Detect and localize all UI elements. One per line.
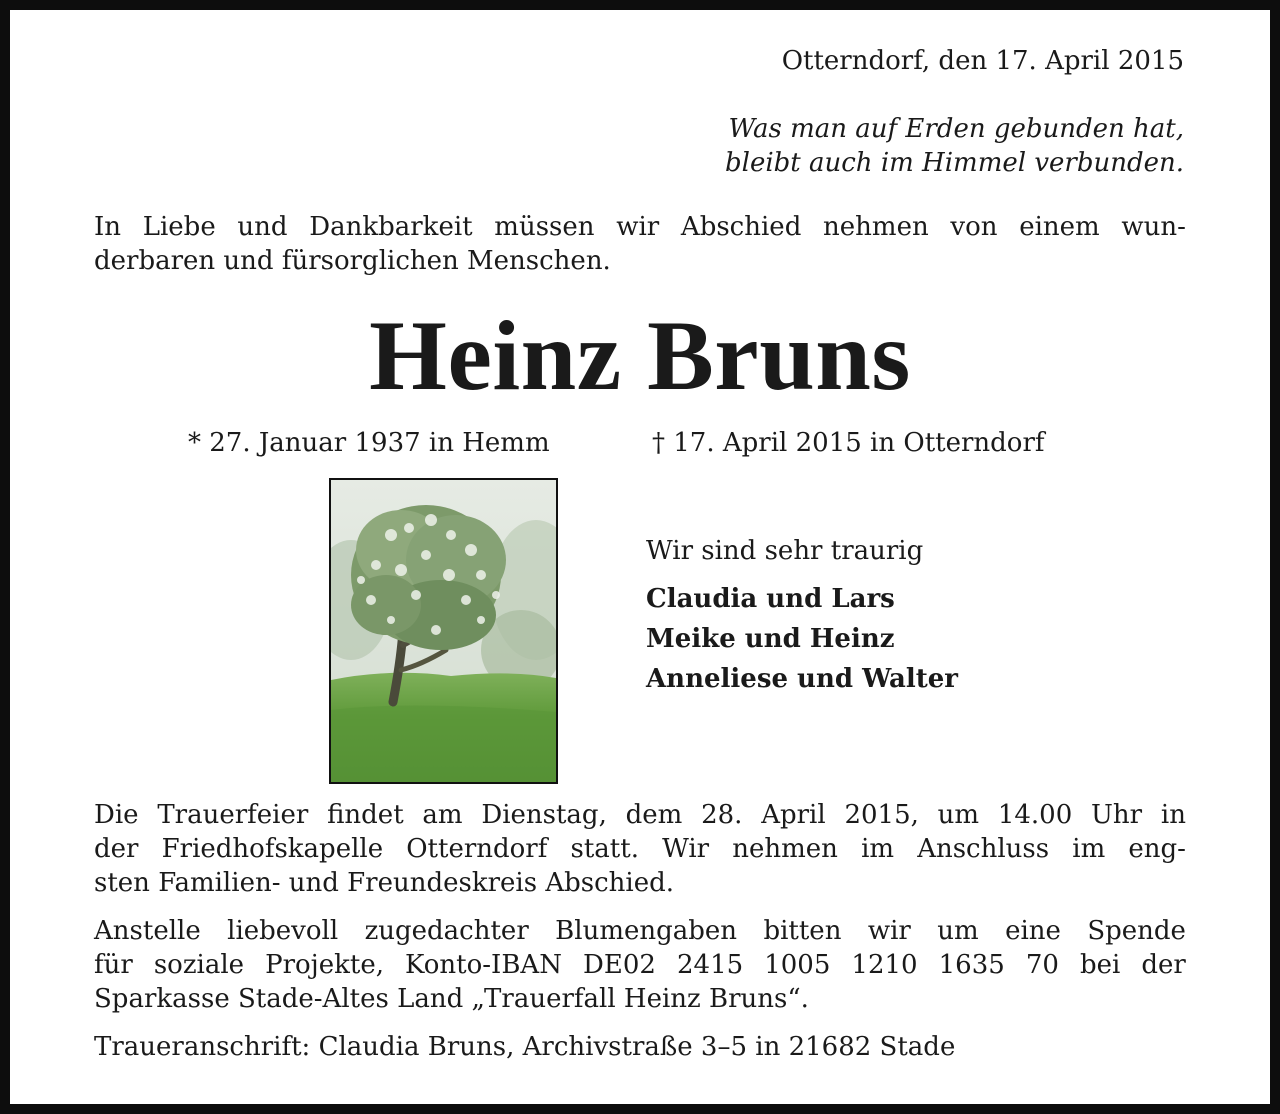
- intro-line-2: derbaren und fürsorglichen Menschen.: [94, 246, 611, 276]
- mourner-name: Meike und Heinz: [646, 624, 895, 654]
- word: Die: [94, 800, 139, 830]
- deceased-name: Heinz Bruns: [369, 300, 911, 411]
- word: 28.: [701, 800, 743, 830]
- word: Anstelle: [94, 916, 201, 946]
- word: statt.: [570, 834, 639, 864]
- word: 2415: [676, 950, 744, 980]
- word: soziale: [153, 950, 245, 980]
- motto-line-2: bleibt auch im Himmel verbunden.: [724, 148, 1184, 178]
- word: eng-: [1128, 834, 1186, 864]
- word: Friedhofskapelle: [161, 834, 384, 864]
- word: 1210: [851, 950, 918, 980]
- donation-line-3: Sparkasse Stade-Altes Land „Trauerfall Heinz Bruns“.: [94, 984, 809, 1014]
- word: Dienstag,: [481, 800, 607, 830]
- birth-info: * 27. Januar 1937 in Hemm: [188, 428, 550, 458]
- word: April: [761, 800, 826, 830]
- word: eine: [1005, 916, 1061, 946]
- word: Abschied: [680, 212, 802, 242]
- word: findet: [327, 800, 404, 830]
- intro-text: [94, 210, 1186, 278]
- word: müssen: [494, 212, 595, 242]
- word: der: [94, 834, 139, 864]
- word: Wir: [662, 834, 710, 864]
- word: 2015,: [844, 800, 919, 830]
- word: dem: [625, 800, 683, 830]
- word: Trauerfeier: [157, 800, 309, 830]
- word: In: [94, 212, 122, 242]
- word: 1635: [938, 950, 1005, 980]
- ceremony-line-2: [94, 832, 1186, 866]
- word: Spende: [1087, 916, 1186, 946]
- donation-line-2: [94, 948, 1186, 982]
- word: am: [422, 800, 463, 830]
- word: im: [861, 834, 895, 864]
- word: DE02: [583, 950, 656, 980]
- word: wir: [867, 916, 911, 946]
- word: einem: [1019, 212, 1100, 242]
- mourners-intro: Wir sind sehr traurig: [646, 536, 924, 566]
- word: Otterndorf: [406, 834, 548, 864]
- word: Anschluss: [917, 834, 1050, 864]
- word: liebevoll: [227, 916, 339, 946]
- ceremony-line-3: sten Familien- und Freundeskreis Abschied.: [94, 868, 675, 898]
- motto: [725, 112, 1184, 180]
- motto-line-1: Was man auf Erden gebunden hat,: [728, 114, 1184, 144]
- word: 70: [1025, 950, 1059, 980]
- word: Blumengaben: [555, 916, 738, 946]
- word: der: [1141, 950, 1186, 980]
- word: in: [1160, 800, 1186, 830]
- word: und: [237, 212, 288, 242]
- word: nehmen: [823, 212, 929, 242]
- word: um: [937, 800, 980, 830]
- word: um: [937, 916, 979, 946]
- word: 1005: [764, 950, 831, 980]
- intro-line-1: [94, 210, 1186, 244]
- ceremony-line-1: [94, 798, 1186, 832]
- word: zugedachter: [364, 916, 529, 946]
- place-date: Otterndorf, den 17. April 2015: [781, 46, 1184, 76]
- mourner-name: Claudia und Lars: [646, 584, 895, 614]
- word: Liebe: [142, 212, 216, 242]
- mourner-name: Anneliese und Walter: [646, 664, 958, 694]
- donation-line-1: [94, 914, 1186, 948]
- word: bitten: [763, 916, 842, 946]
- word: wir: [616, 212, 660, 242]
- mourning-address: Traueranschrift: Claudia Bruns, Archivstraße 3–5 in 21682 Stade: [94, 1032, 956, 1062]
- ceremony-paragraph: [94, 798, 1186, 900]
- word: Uhr: [1091, 800, 1143, 830]
- death-info: † 17. April 2015 in Otterndorf: [652, 428, 1045, 458]
- word: bei: [1080, 950, 1121, 980]
- tree-photo-image: [331, 480, 556, 782]
- word: im: [1072, 834, 1106, 864]
- word: für: [94, 950, 133, 980]
- word: 14.00: [997, 800, 1073, 830]
- donation-paragraph: [94, 914, 1186, 1016]
- word: Konto-IBAN: [405, 950, 562, 980]
- word: nehmen: [732, 834, 838, 864]
- word: Dankbarkeit: [309, 212, 473, 242]
- tree-photo: [329, 478, 558, 784]
- word: Projekte,: [265, 950, 384, 980]
- word: von: [950, 212, 998, 242]
- word: wun-: [1121, 212, 1186, 242]
